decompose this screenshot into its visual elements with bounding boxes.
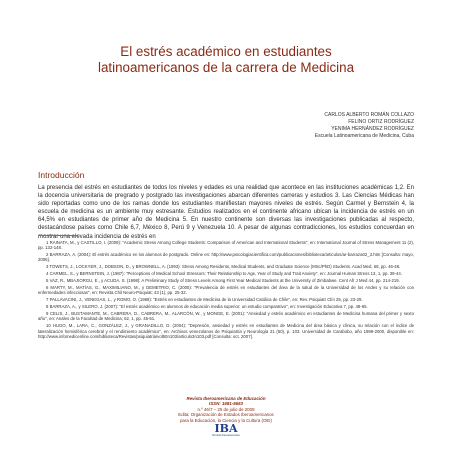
article-title-line-1: El estrés académico en estudiantes: [120, 44, 332, 59]
author-2: FELINO ORTIZ RODRÍGUEZ: [348, 119, 414, 125]
author-affiliation: Escuela Latinoamericana de Medicina, Cuba: [314, 133, 414, 139]
body-paragraph: La presencia del estrés en estudiantes de todos los niveles y edades es una realidad que acontece en las instituciones académicas 1,2. En la docencia universitaria de pregrado y postgrado las investigaciones abarcan diferentes carreras y estudios 3. Las Ciencias Médicas han sido reportadas como uno de los ramas donde los estudiantes manifiestan mayores niveles de estrés. Según Carmel y Bernstein 4, la escuela de medicina es un ambiente muy estresante. Estudios realizados en el continente africano ubican la incidencia de estrés en un 64,5% en estudiantes de primer año de Medicina 5. En nuestro continente son diversas las investigaciones publicadas al respecto, destacándose países como Chile 6,7, México 8, Perú 9 y Venezuela 10. A pesar de algunas contradicciones, los estudios concuerdan en mostrar una elevada incidencia de estrés en: [38, 185, 414, 240]
journal-logo-caption: Revista Iberoamericana: [212, 434, 240, 437]
footnote-6: 6 MARTY, M., MATÍAS, G., MAXIMILIANO, M., y DEMETRIO, C. (2005): "Prevalencia de estrés en estudiantes del área de la salud de la Universidad de los Andes y su relación con enfermedades infecciosas", en: Revista Chil Neuro-Psiquiat; 43 (1), pp. 25-32.: [38, 285, 414, 296]
footnote-10: 10 HUGO, M., LARA, C., GONZÁLEZ, J., y GRANADILLO, D. (2004): "Depresión, ansiedad y estrés en estudiantes de Medicina del área básica y clínica, su relación con el índice de lateralización hemisférica cerebral y el rendimiento académico", en: Archivos venezolanos de Psiquiatría y Neurología 21 (50), p. 103. Universidad de Carabobo, año 1999-2000, disponible en: http://www.infomedicenline.com/biblioteca/Revistas/psiquiatria/vol50n103/articulo3n103.pdf [Consulta: oct. 2007].: [38, 323, 414, 339]
author-1: CARLOS ALBERTO ROMÁN COLLAZO: [324, 112, 414, 118]
footnotes: [38, 240, 414, 341]
journal-logo: [212, 423, 240, 437]
author-block: [315, 112, 414, 140]
footnote-9: 9 CELIS, J., BUSTAMANTE, M., CABRERA, D., CABRERA, M., ALARCÓN, W., y MONGE, E. (2001): "Ansiedad y estrés académico en estudiantes de Medicina humana del primer y sexto año", en: Anales de la Facultad de Medicina; 62, 1, pp. 45-51.: [38, 311, 414, 322]
footnote-4: 4 CARMEL, S., y BERNSTEIN, J. (1987): "Perceptions of Medical School Stressors: Their Relationship to Age, Year of Study and Trait Anxiety", en: Journal Human Stress 13, 1, pp. 39-44.: [46, 271, 402, 277]
footnote-8: 8 BARRAZA, A., y SILERO, J. (2007): "El estrés académico en alumnos de educación media superior: un estudio comparativo", en: Investigación Educativa 7, pp. 48-65.: [46, 304, 368, 310]
journal-logo-mark: IBA: [214, 422, 238, 435]
footnote-1: 1 RAINATA, M., y CASTILLO, I. (2008): "Academic Stress Among College Students: Comparison of American and International Students", en: International Journal of Stress Management 11 (2), pp. 132-148.: [38, 240, 414, 251]
footnote-divider: [38, 235, 78, 236]
footer-issn: ISSN: 1681-5653: [209, 401, 243, 407]
footer-journal-name: Revista Iberoamericana de Educación: [186, 396, 266, 401]
journal-footer: [0, 396, 452, 423]
footer-publisher: Edita: Organización de Estados Iberoamericanos: [178, 412, 274, 418]
footer-publisher-2: para la Educación, la Ciencia y la Cultura (OEI): [179, 417, 272, 423]
author-3: YENIMA HERNÁNDEZ RODRÍGUEZ: [331, 126, 414, 132]
footnote-7: 7 PALLAVACINI, J., VENEGAS, L., y ROMO, O. (1988): "Estrés en estudiantes de Medicina de la Universidad Católica de Chile", en: Rev. Psiquiatr Clín 25, pp. 23-29.: [46, 297, 363, 303]
footnote-5: 5 VAZ, R., MBAJIORGU, E., y ACUDA, S. (1998): A Preliminary Study of Stress Levels Among First Year Medical Students at the University of Zimbabwe. Cent Afr J Med 44, pp. 214-219.: [46, 278, 400, 284]
footnote-3: 3 TOWETS, J., LOCKYER, J., DOBSON, D., y BROWNELL, A. (1993): Stress Among Residents, Medical Students, and Graduate Science (MSc/PhD) Students. Acad Med, 68, pp. 46-48.: [46, 264, 401, 270]
section-heading: Introducción: [38, 170, 85, 180]
footer-issue: n.º 46/7 – 25 de julio de 2008: [197, 406, 255, 412]
footnote-2: 2 BARRAZA, A. (2004): El estrés académico en los alumnos de postgrado. Online en: http://www.psicologiacientifica.com/publicaciones/biblioteca/articulos/ar-barraza02_3.htm [Consulta: mayo, 2006].: [38, 252, 414, 263]
article-title-line-2: latinoamericanos de la carrera de Medicina: [97, 60, 355, 75]
